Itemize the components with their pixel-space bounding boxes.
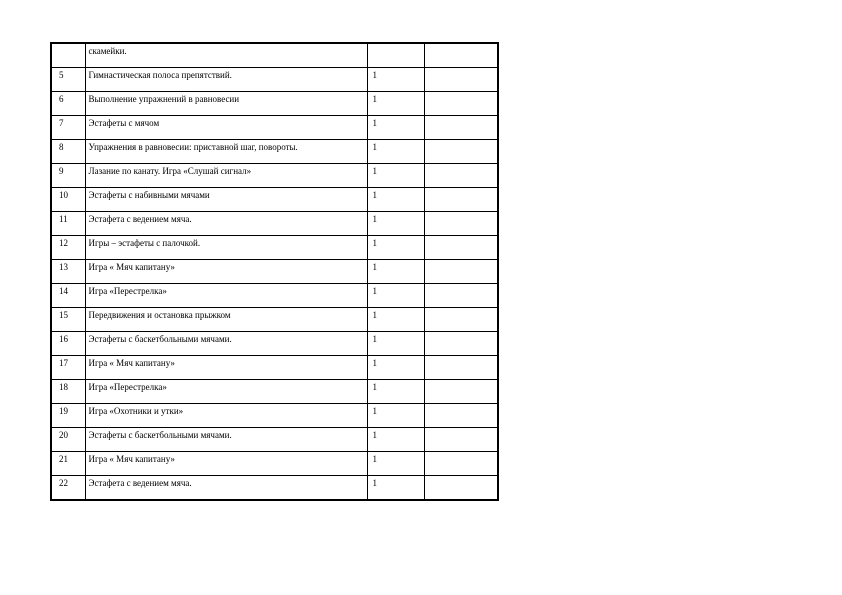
table-row (51, 92, 498, 116)
lesson-topic-cell: Игра « Мяч капитану» (85, 356, 367, 380)
table-row (51, 428, 498, 452)
lesson-number-cell: 7 (51, 116, 85, 140)
lesson-extra-cell (424, 332, 498, 356)
lesson-extra-cell (424, 43, 498, 68)
table-row (51, 43, 498, 68)
lesson-number-cell: 20 (51, 428, 85, 452)
table-row (51, 380, 498, 404)
table-row (51, 116, 498, 140)
table-row (51, 284, 498, 308)
lesson-topic-cell: Игра «Перестрелка» (85, 284, 367, 308)
lesson-extra-cell (424, 404, 498, 428)
lesson-topic-cell: скамейки. (85, 43, 367, 68)
table-row (51, 476, 498, 501)
lesson-topic-cell: Лазание по канату. Игра «Слушай сигнал» (85, 164, 367, 188)
table-row (51, 260, 498, 284)
lesson-number-cell: 15 (51, 308, 85, 332)
table-row (51, 308, 498, 332)
lesson-topic-cell: Игра « Мяч капитану» (85, 260, 367, 284)
lesson-hours-cell: 1 (367, 452, 424, 476)
table-row (51, 212, 498, 236)
lesson-number-cell: 5 (51, 68, 85, 92)
lesson-hours-cell: 1 (367, 332, 424, 356)
lesson-extra-cell (424, 188, 498, 212)
lesson-hours-cell: 1 (367, 68, 424, 92)
lesson-extra-cell (424, 140, 498, 164)
lesson-hours-cell (367, 43, 424, 68)
lesson-hours-cell: 1 (367, 92, 424, 116)
lesson-topic-cell: Эстафеты с баскетбольными мячами. (85, 428, 367, 452)
lesson-topic-cell: Эстафеты с баскетбольными мячами. (85, 332, 367, 356)
lesson-number-cell: 13 (51, 260, 85, 284)
lesson-extra-cell (424, 428, 498, 452)
lesson-extra-cell (424, 452, 498, 476)
lesson-extra-cell (424, 260, 498, 284)
lesson-number-cell: 8 (51, 140, 85, 164)
lesson-topic-cell: Эстафета с ведением мяча. (85, 212, 367, 236)
lesson-extra-cell (424, 236, 498, 260)
lesson-number-cell: 12 (51, 236, 85, 260)
lesson-topic-cell: Эстафеты с набивными мячами (85, 188, 367, 212)
table-row (51, 68, 498, 92)
lesson-topic-cell: Эстафеты с мячом (85, 116, 367, 140)
lesson-hours-cell: 1 (367, 140, 424, 164)
table-row (51, 236, 498, 260)
table-row (51, 164, 498, 188)
lesson-topic-cell: Игры – эстафеты с палочкой. (85, 236, 367, 260)
lesson-extra-cell (424, 164, 498, 188)
lesson-extra-cell (424, 356, 498, 380)
lesson-hours-cell: 1 (367, 380, 424, 404)
lesson-extra-cell (424, 308, 498, 332)
lesson-hours-cell: 1 (367, 428, 424, 452)
lesson-hours-cell: 1 (367, 188, 424, 212)
table-row (51, 404, 498, 428)
lesson-extra-cell (424, 284, 498, 308)
lesson-number-cell: 10 (51, 188, 85, 212)
table-row (51, 356, 498, 380)
lesson-topic-cell: Эстафета с ведением мяча. (85, 476, 367, 501)
lesson-number-cell (51, 43, 85, 68)
table-row (51, 188, 498, 212)
lesson-hours-cell: 1 (367, 212, 424, 236)
lesson-hours-cell: 1 (367, 356, 424, 380)
lesson-hours-cell: 1 (367, 260, 424, 284)
lesson-number-cell: 9 (51, 164, 85, 188)
lesson-number-cell: 19 (51, 404, 85, 428)
lesson-extra-cell (424, 380, 498, 404)
lesson-hours-cell: 1 (367, 284, 424, 308)
lesson-extra-cell (424, 92, 498, 116)
lesson-hours-cell: 1 (367, 404, 424, 428)
lesson-topic-cell: Гимнастическая полоса препятствий. (85, 68, 367, 92)
lesson-number-cell: 17 (51, 356, 85, 380)
lesson-number-cell: 22 (51, 476, 85, 501)
lesson-extra-cell (424, 212, 498, 236)
lesson-extra-cell (424, 476, 498, 501)
lesson-number-cell: 16 (51, 332, 85, 356)
lesson-hours-cell: 1 (367, 308, 424, 332)
table-row (51, 140, 498, 164)
lesson-topic-cell: Упражнения в равновесии: приставной шаг, повороты. (85, 140, 367, 164)
lesson-number-cell: 18 (51, 380, 85, 404)
table-row (51, 452, 498, 476)
lesson-topic-cell: Игра « Мяч капитану» (85, 452, 367, 476)
lesson-number-cell: 6 (51, 92, 85, 116)
lesson-plan-table-body (51, 43, 498, 500)
lesson-topic-cell: Передвижения и остановка прыжком (85, 308, 367, 332)
table-row (51, 332, 498, 356)
lesson-number-cell: 14 (51, 284, 85, 308)
lesson-hours-cell: 1 (367, 476, 424, 501)
lesson-hours-cell: 1 (367, 236, 424, 260)
lesson-extra-cell (424, 68, 498, 92)
lesson-topic-cell: Игра «Перестрелка» (85, 380, 367, 404)
lesson-hours-cell: 1 (367, 164, 424, 188)
lesson-topic-cell: Выполнение упражнений в равновесии (85, 92, 367, 116)
lesson-number-cell: 11 (51, 212, 85, 236)
lesson-number-cell: 21 (51, 452, 85, 476)
lesson-topic-cell: Игра «Охотники и утки» (85, 404, 367, 428)
lesson-extra-cell (424, 116, 498, 140)
lesson-plan-table (50, 42, 499, 501)
lesson-hours-cell: 1 (367, 116, 424, 140)
